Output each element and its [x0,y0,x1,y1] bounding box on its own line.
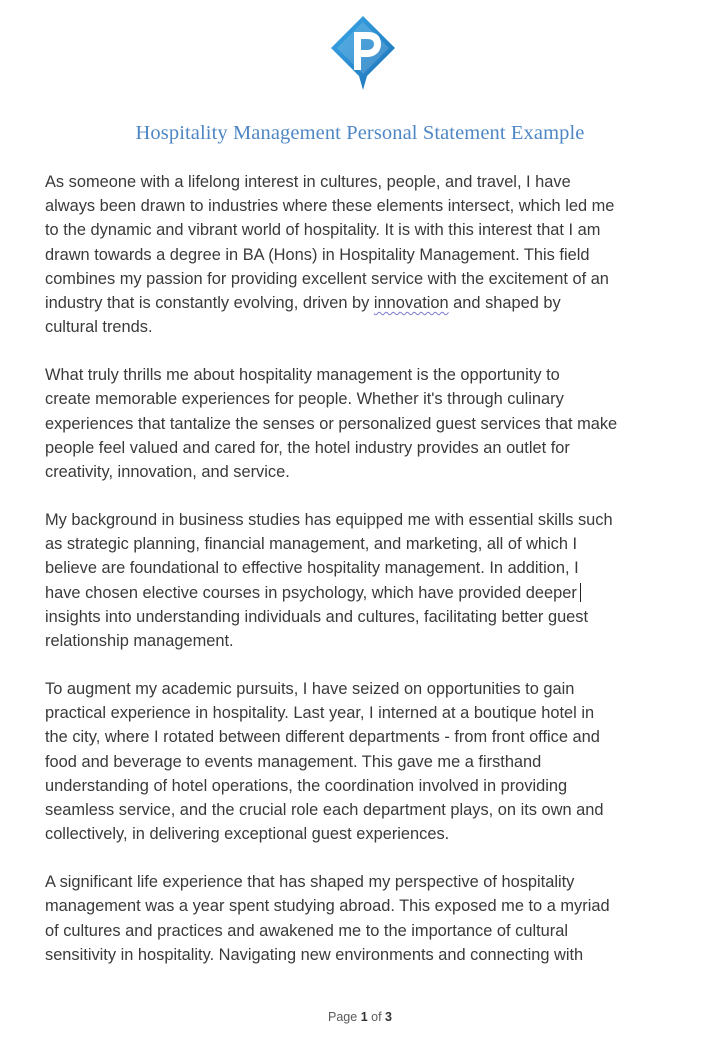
text-line: of cultures and practices and awakened me to the importance of cultural [45,921,568,940]
document-body[interactable] [45,170,685,991]
text-line: To augment my academic pursuits, I have seized on opportunities to gain [45,680,575,699]
text-line: collectively, in delivering exceptional guest experiences. [45,825,450,844]
page-current: 1 [360,1010,368,1024]
text-line: experiences that tantalize the senses or personalized guest services that make [45,414,618,433]
text-line: food and beverage to events management. This gave me a firsthand [45,752,542,771]
paragraph-4 [45,677,685,846]
text-line: sensitivity in hospitality. Navigating new environments and connecting with [45,945,584,964]
text-line: the city, where I rotated between different departments - from front office and [45,728,600,747]
page-total: 3 [385,1010,392,1024]
text-line: believe are foundational to effective hospitality management. In addition, I [45,559,579,578]
text-line: relationship management. [45,632,234,651]
text-line: A significant life experience that has shaped my perspective of hospitality [45,873,575,892]
text-line: management was a year spent studying abroad. This exposed me to a myriad [45,897,610,916]
text-segment: industry that is constantly evolving, driven by [45,294,374,313]
text-line: people feel valued and cared for, the hotel industry provides an outlet for [45,438,570,457]
text-line: My background in business studies has equipped me with essential skills such [45,511,613,530]
text-line: combines my passion for providing excellent service with the excitement of an [45,269,609,288]
paragraph-5 [45,870,685,967]
spellcheck-flagged-word[interactable]: innovation [373,294,449,313]
p-logo-icon [323,12,403,92]
document-title: Hospitality Management Personal Statement Example [135,122,585,144]
page-number [0,1010,720,1024]
text-line: create memorable experiences for people. Whether it's through culinary [45,390,564,409]
text-line: practical experience in hospitality. Last year, I interned at a boutique hotel in [45,704,595,723]
text-line: As someone with a lifelong interest in cultures, people, and travel, I have [45,173,571,191]
text-line: as strategic planning, financial management, and marketing, all of which I [45,535,578,554]
page-prefix: Page [328,1010,361,1024]
text-line: What truly thrills me about hospitality management is the opportunity to [45,366,560,385]
text-line: cultural trends. [45,318,153,337]
text-segment: and shaped by [448,294,561,313]
paragraph-1 [45,170,685,339]
text-line: to the dynamic and vibrant world of hospitality. It is with this interest that I am [45,221,601,240]
text-line: always been drawn to industries where these elements intersect, which led me [45,197,615,216]
page-of: of [367,1010,386,1024]
text-line: insights into understanding individuals and cultures, facilitating better guest [45,607,589,626]
paragraph-2 [45,363,685,484]
text-line [45,581,685,605]
text-cursor [580,583,582,602]
paragraph-3 [45,508,685,653]
text-line: understanding of hotel operations, the coordination involved in providing [45,776,568,795]
text-line: creativity, innovation, and service. [45,463,290,482]
text-segment: have chosen elective courses in psychology, which have provided deeper [45,583,577,602]
text-line [45,291,685,315]
text-line: drawn towards a degree in BA (Hons) in Hospitality Management. This field [45,245,590,264]
text-line: seamless service, and the crucial role each department plays, on its own and [45,801,604,820]
